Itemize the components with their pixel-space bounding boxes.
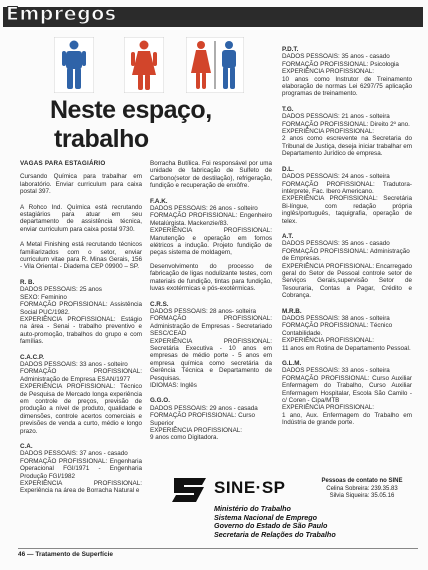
sine-contact-line: Celina Sobreira: 239.35.83 (326, 485, 398, 492)
candidate-code: R. B. (20, 278, 35, 286)
candidate-line: IDIOMAS: Inglês (150, 381, 197, 389)
candidate-line: DADOS PESSOAIS: 38 anos - solteira (282, 315, 390, 322)
candidate-listing (282, 166, 412, 225)
candidate-line: FORMAÇÃO PROFISSIONAL: Curso Auxiliar Enfermagem do Trabalho, Curso Auxiliar Enfermagem Hospitalar, Escola São Camilo - c/ Coren - Cipa/MTB (282, 374, 412, 405)
candidate-line: DADOS PESSOAIS: 35 anos - casado (282, 53, 390, 61)
sine-org-line: Secretaria de Relações do Trabalho (214, 529, 336, 539)
candidate-line: EXPERIÊNCIA PROFISSIONAL: Secretária Executiva - 10 anos em empresas de médio porte - 5 anos em empresa química como secretária da Gerência Técnica e Departamento de Pesquisas. (150, 337, 272, 382)
candidate-line: DADOS PESSOAIS: 24 anos - solteira (282, 173, 390, 181)
candidate-code: P.D.T. (282, 46, 299, 53)
candidate-line: EXPERIÊNCIA PROFISSIONAL: (282, 404, 375, 412)
footer-divider (18, 548, 418, 549)
candidate-code: M.R.B. (282, 307, 302, 315)
candidate-line: FORMAÇÃO PROFISSIONAL: Tradutora- intérprete, Fac. Ibero Americano. (282, 180, 412, 195)
candidate-code: C.A. (20, 443, 33, 450)
candidate-listing (282, 233, 412, 300)
column-1 (20, 160, 142, 503)
candidate-line: DADOS PESSOAIS: 33 anos - solteira (282, 367, 390, 375)
candidate-line: DADOS PESSOAIS: 37 anos - casado (20, 450, 128, 458)
column-2 (150, 160, 272, 450)
candidate-code: G.G.O. (150, 397, 170, 405)
candidate-line: 9 anos como Digitadora. (150, 434, 219, 442)
candidate-line: SEXO: Feminino (20, 293, 67, 301)
candidate-line: Desenvolvimento do processo de fabricação de ligas nodulizante testes, com materiais de fundição, tintas para fundição, luvas exotérmicas e pós-exotérmicas. (150, 262, 272, 293)
candidate-listing (150, 301, 272, 390)
sine-contact-line: Silvia Siqueira: 35.05.16 (329, 493, 395, 499)
candidate-line: EXPERIÊNCIA PROFISSIONAL: Experiência na área de Borracha Natural e (20, 480, 142, 495)
candidate-line: 11 anos em Rotina de Departamento Pessoal. (282, 344, 411, 352)
candidate-line: DADOS PESSOAIS: 35 anos - casado (282, 240, 390, 248)
candidate-listing (282, 46, 412, 98)
sine-logo-text: SINE·SP (214, 478, 286, 497)
sine-org-line: Sistema Nacional de Emprego (214, 512, 318, 522)
candidate-code: A.T. (282, 232, 294, 240)
candidate-line: FORMAÇÃO PROFISSIONAL: Administração de Empresas. (282, 247, 410, 263)
candidate-listing (20, 443, 142, 495)
headline-line-2: trabalho (54, 125, 149, 153)
woman-man-icon (186, 37, 244, 93)
candidate-listing (20, 354, 142, 435)
sine-contact-info (302, 478, 422, 501)
candidate-listing (282, 360, 412, 427)
continued-paragraph: Borracha Butílica. Foi responsável por uma unidade de fabricação de Sulfeto de Carbono(setor de destilação), refrigeração, fundição e recuperação de enxôfre. (150, 160, 272, 190)
internship-section-title: VAGAS PARA ESTAGIÁRIO (20, 160, 106, 167)
pictogram-row (14, 37, 278, 92)
internship-paragraph: A Metal Finishing está recrutando técnicos familiarizados com o setor, enviar curriculum vitae para R. Minas Gerais, 156 - Vila Oriental - Diadema CEP 09900 – SP. (20, 241, 142, 271)
headline (50, 96, 280, 154)
internship-paragraph: Cursando Química para trabalhar em laboratório. Enviar curriculum para caixa postal 397. (20, 173, 142, 196)
candidate-line: DADOS PESSOAIS: 29 anos - casada (150, 404, 258, 412)
candidate-line: EXPERIÊNCIA PROFISSIONAL: Técnico de Pesquisa de Mercado longa experiência em controle de preços, previsão de produção a nível de produto, qualidade e dimensões, controle acertos comerciais e previsões de venda a curto, médio e longo prazo. (20, 383, 142, 435)
candidate-line: FORMAÇÃO PROFISSIONAL: Engenheiro Metalúrgista. Mackenzie/83. (150, 212, 272, 227)
candidate-line: FORMAÇÃO PROFISSIONAL: Técnico Contabilidade. (282, 322, 393, 337)
candidate-line: DADOS PESSOAIS: 21 anos - solteira (282, 113, 390, 121)
candidate-listing (150, 397, 272, 441)
sine-contact-line: Pessoas de contato no SINE (321, 478, 403, 484)
headline-line-1: Neste espaço, (50, 96, 212, 124)
candidate-line: EXPERIÊNCIA PROFISSIONAL: Manutenção e operação em fornos elétricos a indução. Projeto fundição de peças sistema de moldagem, (150, 227, 272, 257)
man-icon (54, 37, 94, 93)
candidate-listing (20, 279, 142, 346)
sine-organizations (214, 505, 424, 539)
candidate-line: FORMAÇÃO PROFISSIONAL: Administração de Empresa ESAN/1977 (20, 368, 142, 383)
candidate-code: G.L.M. (282, 360, 302, 368)
candidate-code: C.A.C.P. (20, 353, 45, 361)
candidate-line: FORMAÇÃO PROFISSIONAL: Curso Superior (150, 412, 255, 427)
candidate-line: EXPERIÊNCIA PROFISSIONAL: (282, 128, 375, 136)
candidate-line: DADOS PESSOAIS: 28 anos- solteira (150, 307, 257, 315)
candidate-code: D.L. (282, 165, 294, 173)
candidate-line: DADOS PESSOAIS: 33 anos - solteiro (20, 360, 128, 368)
sine-org-line: Ministério do Trabalho (214, 504, 291, 513)
page-footer: 46 — Tratamento de Superfície (18, 551, 114, 558)
candidate-listing (282, 106, 412, 158)
candidate-code: F.A.K. (150, 197, 168, 205)
candidate-line: 2 anos como escrevente na Secretaria do Tribunal de Justiça, deseja iniciar trabalhar em Departamento Jurídico de empresa. (282, 135, 412, 158)
candidate-line: DADOS PESSOAIS: 25 anos (20, 286, 102, 294)
candidate-line: FORMAÇÃO PROFISSIONAL: Psicologia (282, 60, 399, 68)
candidate-line: 10 anos como Instrutor de Treinamento elaboração de normas Lei 6297/75 aplicação programas de treinamento. (282, 75, 412, 98)
candidate-line: EXPERIÊNCIA PROFISSIONAL: (282, 68, 375, 76)
candidate-line: FORMAÇÃO PROFISSIONAL: Direito 2º ano. (282, 120, 410, 128)
sine-org-line: Governo do Estado de São Paulo (214, 521, 328, 531)
candidate-listing (150, 198, 272, 293)
candidate-listing (282, 308, 412, 352)
candidate-code: T.G. (282, 105, 294, 113)
candidate-line: DADOS PESSOAIS: 26 anos - solteiro (150, 205, 258, 213)
candidate-line: EXPERIÊNCIA PROFISSIONAL: (282, 337, 375, 345)
candidate-code: C.R.S. (150, 300, 169, 308)
sine-sp-notice (170, 476, 422, 546)
column-3 (282, 46, 412, 435)
section-title: Empregos (6, 3, 117, 25)
candidate-line: EXPERIÊNCIA PROFISSIONAL: (150, 427, 243, 434)
candidate-line: EXPERIÊNCIA PROFISSIONAL: Encarregado geral do Setor de Pessoal controle setor de Serviços Gerais,supervisão Setor de Tesouraria, Contas a Pagar, Crédito e Cobrança. (282, 262, 412, 300)
candidate-line: FORMAÇÃO PROFISSIONAL: Assistência Social PUC/1982. (20, 301, 142, 316)
candidate-line: EXPERIÊNCIA PROFISSIONAL: Secretária Bi-língue, com redação própria inglês/português, taquigrafia, operação de telex. (282, 195, 412, 225)
sine-logo-icon (170, 476, 210, 504)
candidate-line: FORMAÇÃO PROFISSIONAL: Engenharia Operacional FGI/1971 - Engenharia Produção FGI/1982 (20, 457, 142, 480)
candidate-line: EXPERIÊNCIA PROFISSIONAL: Estágio na área - Senai - trabalho preventivo e auto-promoção, trabalhos do grupo e com famílias. (20, 315, 142, 346)
candidate-line: FORMAÇÃO PROFISSIONAL: Administração de Empresas - Secretariado SESC/CEAD (150, 315, 272, 338)
woman-icon (124, 37, 164, 93)
candidate-line: 1 ano, Aux. Enfermagem do Trabalho em Indústria de grande porte. (282, 411, 412, 427)
internship-paragraph: A Rohco Ind. Química está recrutando estagiários para atuar em seu departamento de assistência técnica, enviar curriculum para caixa postal 9730. (20, 203, 142, 233)
